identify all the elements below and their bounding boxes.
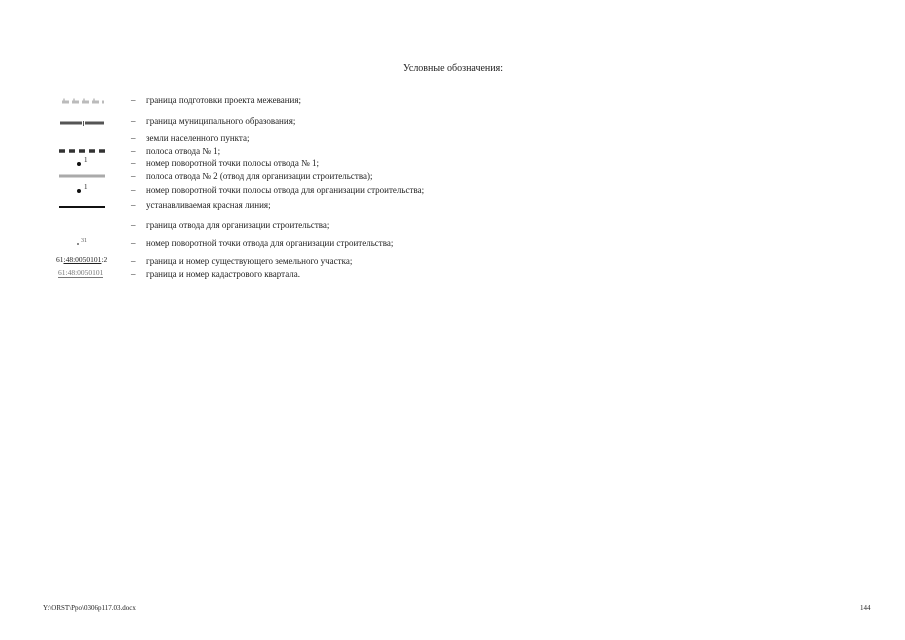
point-marker-icon [77, 243, 79, 245]
legend-label: земли населенного пункта; [146, 133, 250, 143]
point-number: 31 [81, 238, 87, 244]
point-marker-icon [77, 162, 81, 166]
legend-label: номер поворотной точки отвода для организации строительства; [146, 238, 394, 248]
legend-label: граница отвода для организации строительства; [146, 220, 330, 230]
footer-file-path: Y:\ORST\Ppo\0306p117.03.docx [43, 604, 136, 612]
legend-label: граница и номер существующего земельного участка; [146, 256, 353, 266]
cadastral-quarter-number: 61:48:0050101 [58, 268, 104, 277]
legend-dash: – [131, 171, 136, 181]
construction-strip-point-symbol [56, 184, 108, 196]
legend-label: полоса отвода № 2 (отвод для организации строительства); [146, 171, 373, 181]
legend-label: номер поворотной точки полосы отвода для организации строительства; [146, 185, 425, 195]
legend-dash: – [131, 220, 136, 230]
strip-2-symbol [56, 170, 108, 182]
legend-label: полоса отвода № 1; [146, 146, 221, 156]
footer-page-number: 144 [860, 604, 871, 612]
land-plot-number: 61:48:0050101:2 [56, 255, 108, 264]
legend-label: устанавливаемая красная линия; [146, 200, 271, 210]
legend-label: номер поворотной точки полосы отвода № 1; [146, 158, 319, 168]
point-number: 1 [84, 156, 88, 164]
land-plot-symbol [56, 255, 108, 267]
legend-dash: – [131, 133, 136, 143]
cadastral-quarter-symbol [56, 268, 108, 280]
point-number: 1 [84, 183, 88, 191]
municipal-boundary-symbol [56, 115, 108, 127]
legend-dash: – [131, 200, 136, 210]
legend-label: граница и номер кадастрового квартала. [146, 269, 301, 279]
project-boundary-symbol [56, 94, 108, 106]
strip-1-point-symbol [56, 157, 108, 169]
legend-label: граница подготовки проекта межевания; [146, 95, 302, 105]
legend-label: граница муниципального образования; [146, 116, 296, 126]
legend-dash: – [131, 256, 136, 266]
page-title: Условные обозначения: [403, 63, 504, 74]
point-marker-icon [77, 189, 81, 193]
legend-dash: – [131, 158, 136, 168]
legend-dash: – [131, 116, 136, 126]
legend-dash: – [131, 185, 136, 195]
legend-dash: – [131, 95, 136, 105]
red-line-symbol [56, 199, 108, 211]
construction-point-symbol [56, 237, 108, 249]
legend-dash: – [131, 269, 136, 279]
strip-1-symbol [56, 145, 108, 157]
legend-dash: – [131, 146, 136, 156]
legend-dash: – [131, 238, 136, 248]
